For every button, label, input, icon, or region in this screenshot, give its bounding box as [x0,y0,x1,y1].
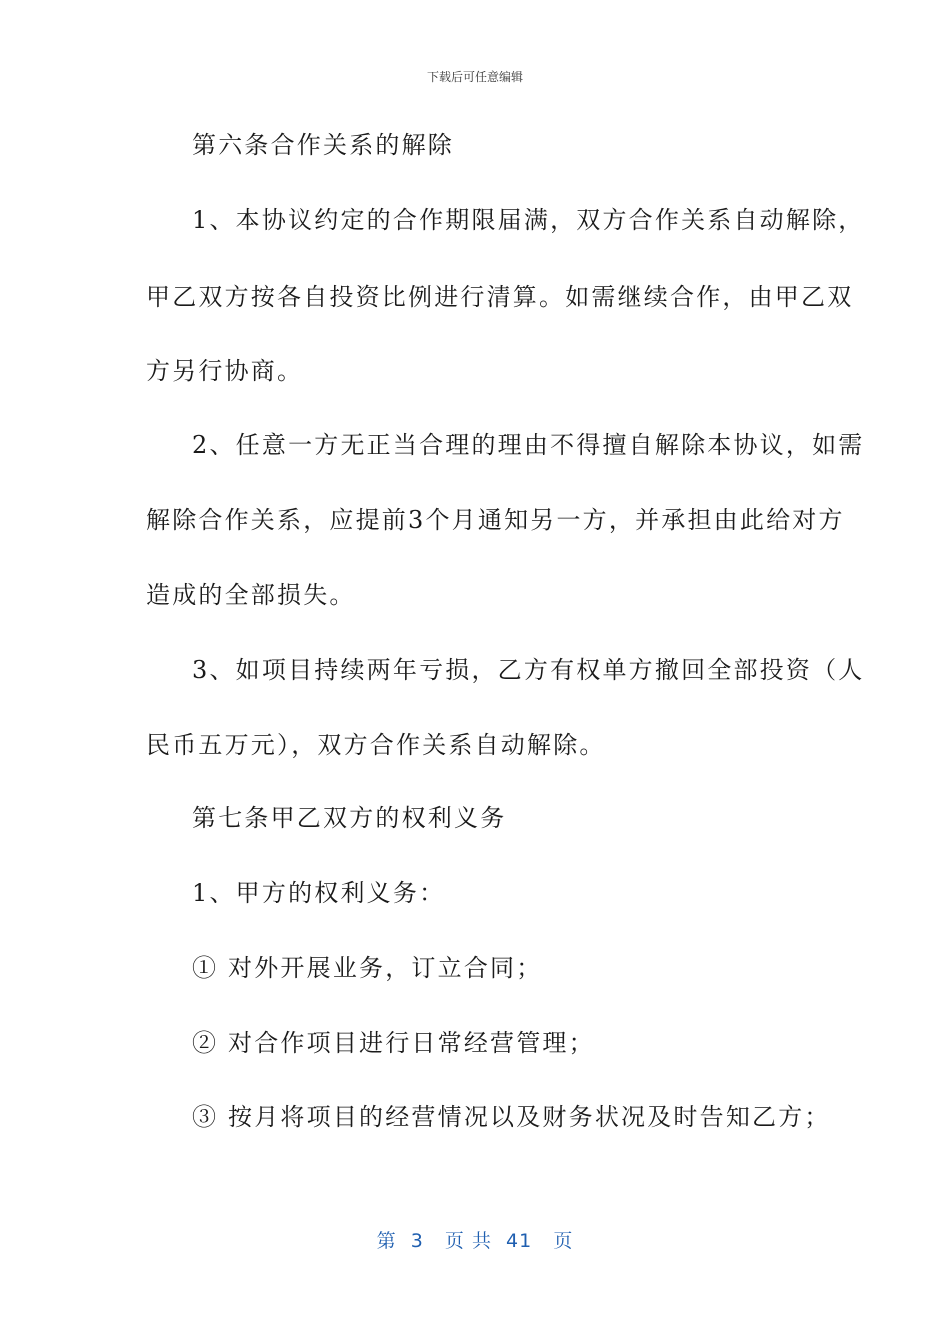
paragraph-line: 甲乙双方按各自投资比例进行清算。如需继续合作，由甲乙双 [146,283,854,311]
paragraph-line: 方另行协商。 [146,357,304,385]
paragraph-line: 造成的全部损失。 [146,581,356,609]
paragraph-line: 2、任意一方无正当合理的理由不得擅自解除本协议，如需 [192,431,865,459]
paragraph-line: 解除合作关系，应提前3个月通知另一方，并承担由此给对方 [146,506,845,534]
section-heading: 第七条甲乙双方的权利义务 [192,804,507,832]
paragraph-line: 1、本协议约定的合作期限届满，双方合作关系自动解除， [192,206,865,234]
list-item: ② 对合作项目进行日常经营管理； [192,1029,595,1057]
list-item: ③ 按月将项目的经营情况以及财务状况及时告知乙方； [192,1103,831,1131]
paragraph-line: 1、甲方的权利义务： [192,879,446,907]
section-heading: 第六条合作关系的解除 [192,131,454,159]
paragraph-line: 3、如项目持续两年亏损，乙方有权单方撤回全部投资（人 [192,656,865,684]
page-footer: 第 3 页 共 41 页 [376,1230,574,1252]
list-item: ① 对外开展业务，订立合同； [192,954,543,982]
paragraph-line: 民币五万元），双方合作关系自动解除。 [146,731,606,759]
header-note: 下载后可任意编辑 [426,70,523,84]
